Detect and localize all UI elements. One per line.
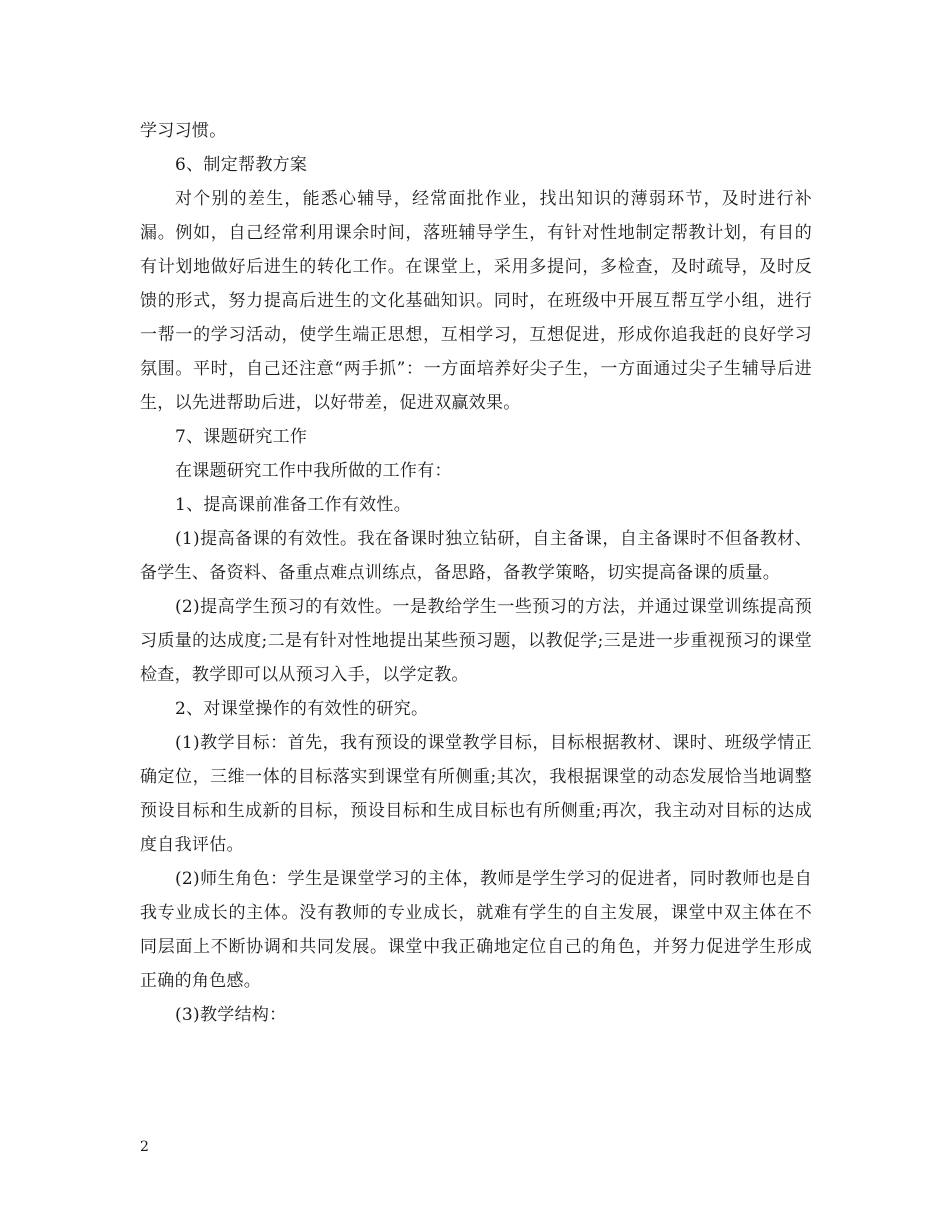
paragraph: 在课题研究工作中我所做的工作有： [175, 461, 452, 481]
document-body [140, 114, 812, 1032]
subsection-heading: 2、对课堂操作的有效性的研究。 [175, 699, 429, 719]
paragraph: (1)教学目标：首先，我有预设的课堂教学目标，目标根据教材、课时、班级学情正确定位，三维一体的目标落实到课堂有所侧重;其次，我根据课堂的动态发展恰当地调整预设目标和生成新的目标，预设目标和生成目标也有所侧重;再次，我主动对目标的达成度自我评估。 [140, 733, 812, 855]
paragraph: (2)提高学生预习的有效性。一是教给学生一些预习的方法，并通过课堂训练提高预习质量的达成度;二是有针对性地提出某些预习题，以教促学;三是进一步重视预习的课堂检查，教学即可以从预习入手，以学定教。 [140, 597, 812, 685]
section-heading: 6、制定帮教方案 [175, 155, 308, 175]
section-heading: 7、课题研究工作 [175, 427, 308, 447]
paragraph: (3)教学结构： [175, 1005, 287, 1025]
paragraph: (2)师生角色：学生是课堂学习的主体，教师是学生学习的促进者，同时教师也是自我专业成长的主体。没有教师的专业成长，就难有学生的自主发展，课堂中双主体在不同层面上不断协调和共同发展。课堂中我正确地定位自己的角色，并努力促进学生形成正确的角色感。 [140, 869, 812, 991]
paragraph: (1)提高备课的有效性。我在备课时独立钻研，自主备课，自主备课时不但备教材、备学生、备资料、备重点难点训练点，备思路，备教学策略，切实提高备课的质量。 [140, 529, 812, 583]
subsection-heading: 1、提高课前准备工作有效性。 [175, 495, 412, 515]
paragraph: 学习习惯。 [140, 121, 227, 141]
page-number: 2 [140, 1139, 149, 1155]
paragraph: 对个别的差生，能悉心辅导，经常面批作业，找出知识的薄弱环节，及时进行补漏。例如，自己经常利用课余时间，落班辅导学生，有针对性地制定帮教计划，有目的有计划地做好后进生的转化工作。在课堂上，采用多提问，多检查，及时疏导，及时反馈的形式，努力提高后进生的文化基础知识。同时，在班级中开展互帮互学小组，进行一帮一的学习活动，使学生端正思想，互相学习，互想促进，形成你追我赶的良好学习氛围。平时，自己还注意“两手抓”：一方面培养好尖子生，一方面通过尖子生辅导后进生，以先进帮助后进，以好带差，促进双赢效果。 [140, 189, 812, 413]
